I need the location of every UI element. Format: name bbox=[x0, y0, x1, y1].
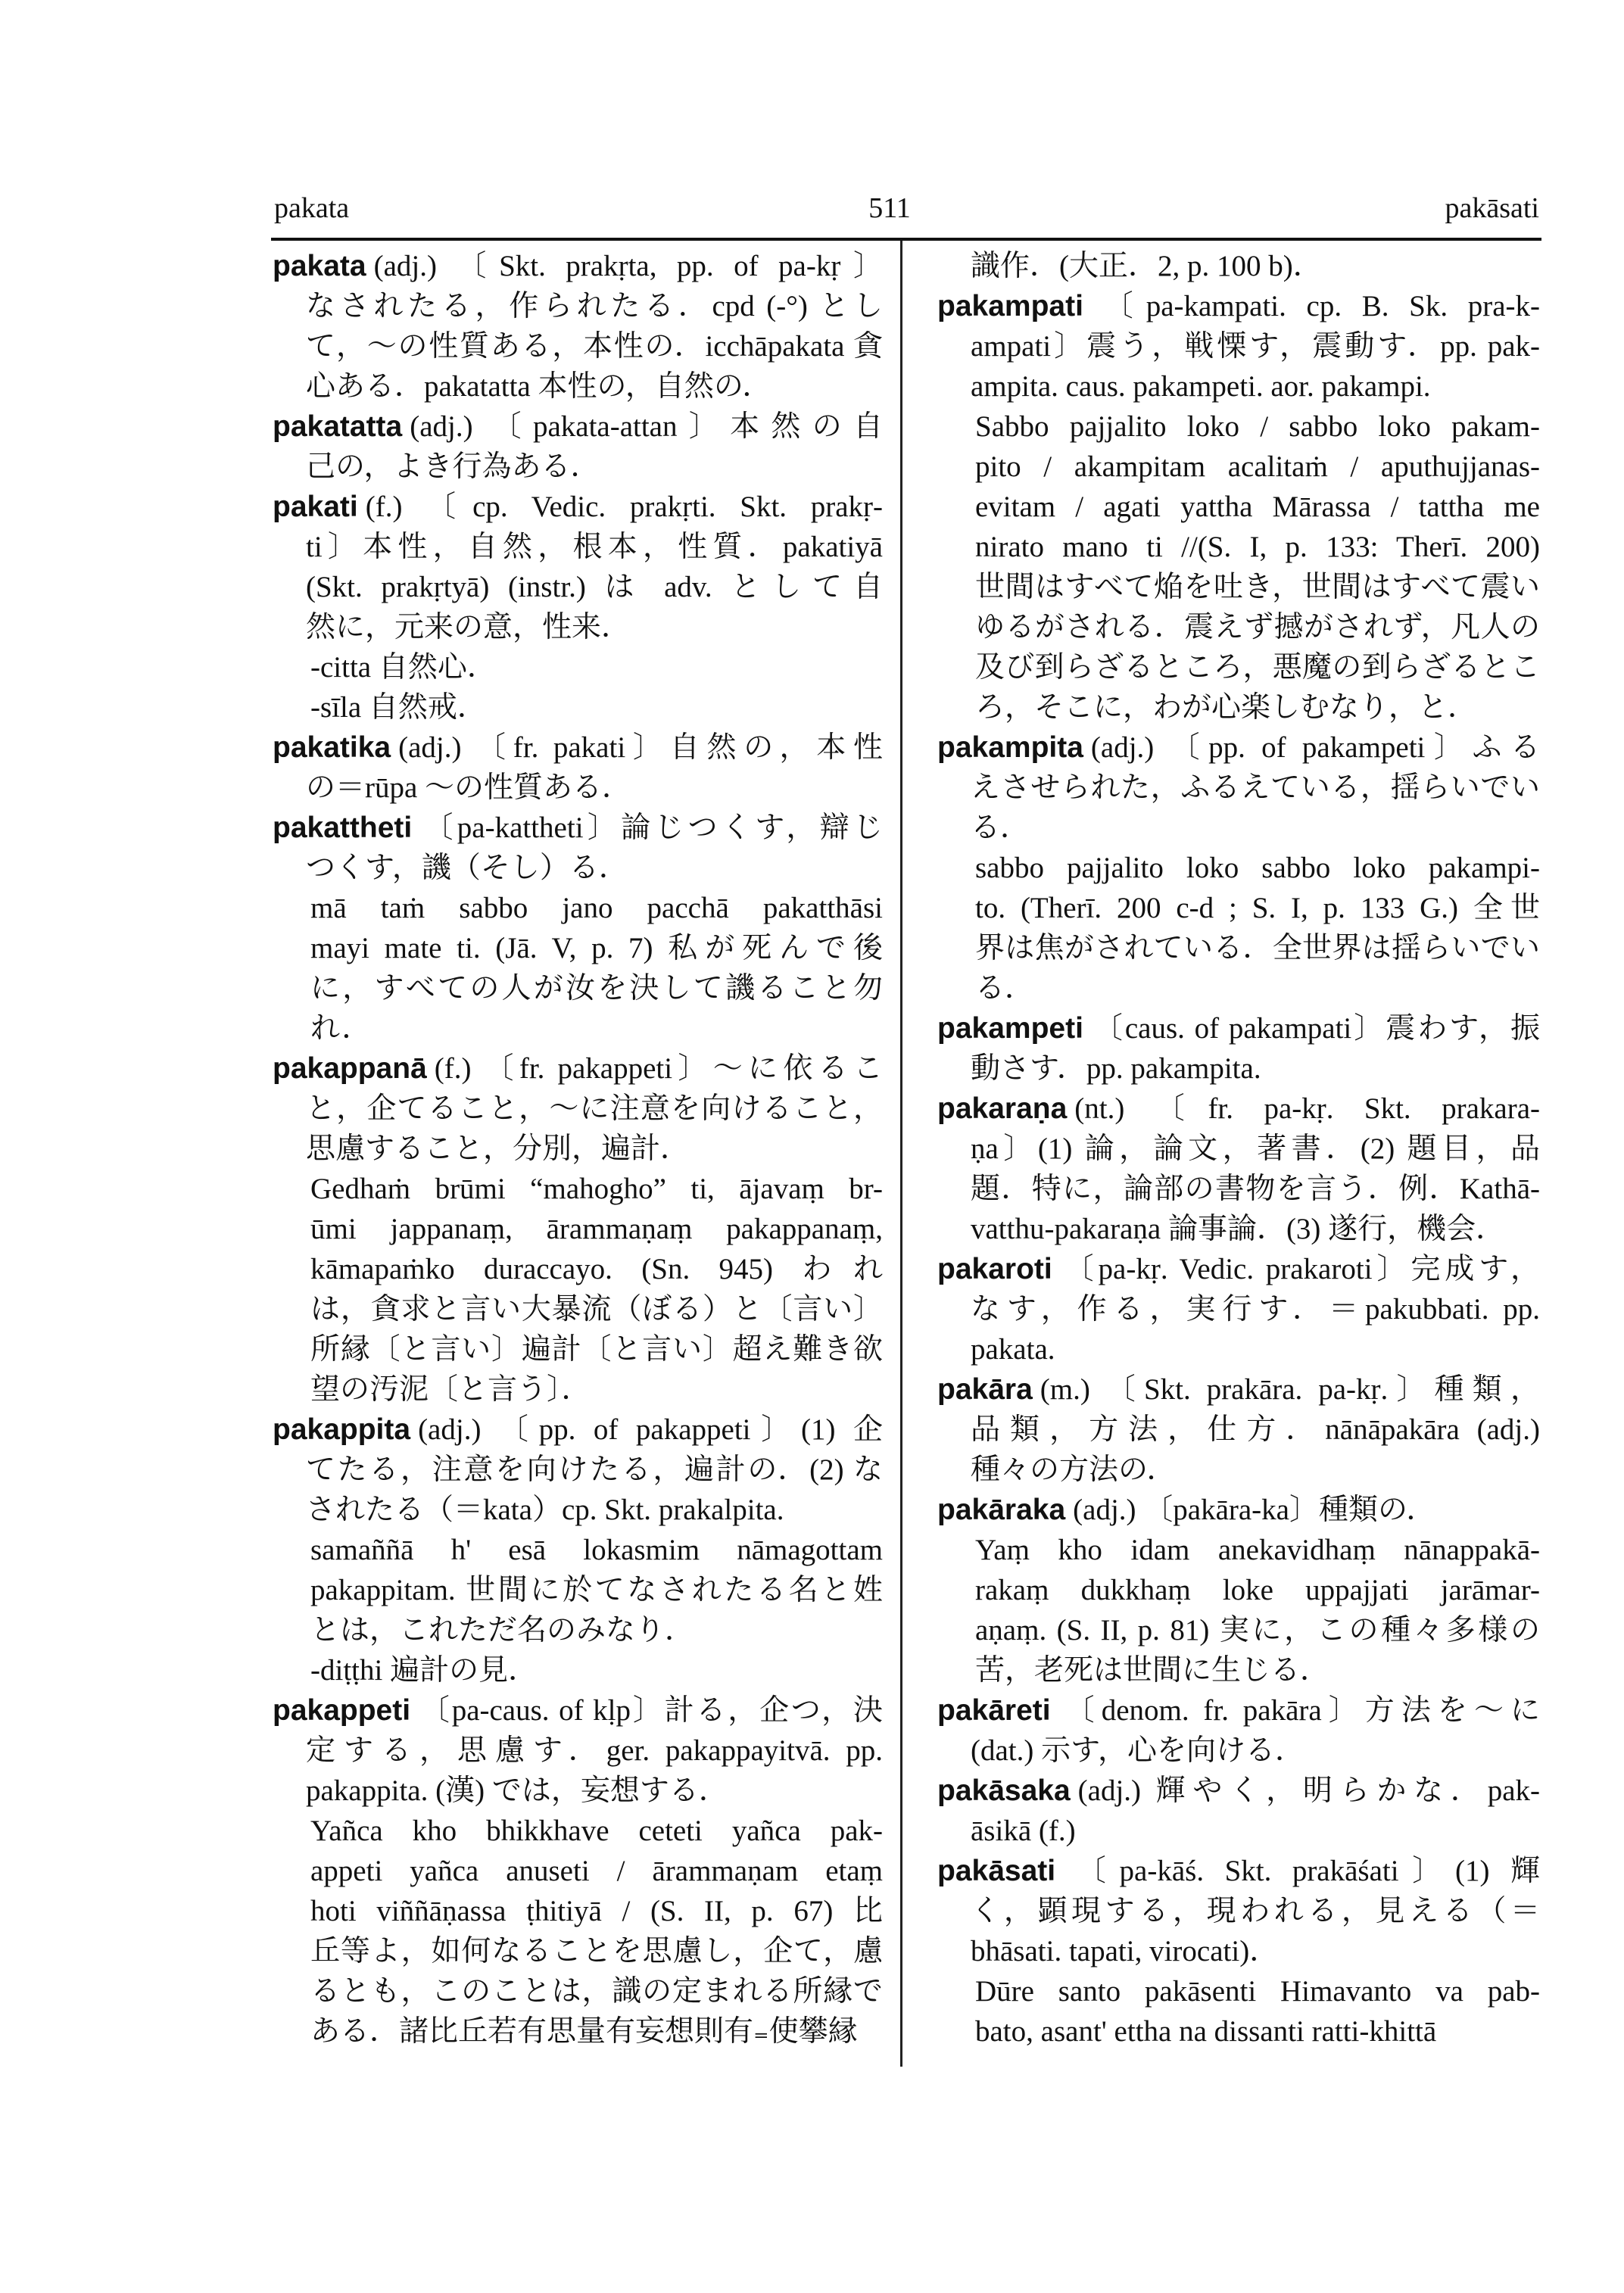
entry-text: ゆるがされる．震えず撼がされず，凡人の bbox=[975, 611, 1540, 643]
entry-line bbox=[273, 1570, 883, 1610]
dictionary-entry bbox=[937, 1851, 1540, 2052]
entry-line bbox=[273, 286, 883, 326]
entry-line bbox=[273, 1249, 883, 1289]
entry-line bbox=[937, 808, 1540, 848]
right-column bbox=[937, 246, 1540, 2052]
entry-line bbox=[937, 1450, 1540, 1490]
dictionary-entry bbox=[273, 1048, 883, 1410]
headword: pakaraṇa bbox=[937, 1092, 1068, 1125]
entry-text: 種々の方法の． bbox=[971, 1453, 1177, 1486]
entry-line bbox=[937, 246, 1540, 286]
entry-text: (adj.) 〔pakāra-ka〕種類の． bbox=[1073, 1494, 1436, 1526]
entry-line bbox=[937, 687, 1540, 727]
entry-line bbox=[937, 2011, 1540, 2052]
entry-text: て，〜の性質ある，本性の．icchāpakata 貪 bbox=[306, 330, 883, 363]
entry-text: 〔pa-kṛ. Vedic. prakaroti〕完成す， bbox=[1059, 1253, 1540, 1285]
entry-text: る． bbox=[975, 972, 1035, 1005]
header-guide-word-left: pakata bbox=[274, 192, 350, 224]
dictionary-entry bbox=[937, 1690, 1540, 1771]
entry-line bbox=[273, 407, 883, 447]
entry-text: Dūre santo pakāsenti Himavanto va pab- bbox=[975, 1975, 1540, 2008]
entry-text: pakappita. (漢) では，妄想する． bbox=[306, 1774, 728, 1807]
entry-text: (adj.) 〔fr. pakati〕自然の，本性 bbox=[398, 731, 883, 764]
entry-line bbox=[937, 326, 1540, 366]
headword: pakati bbox=[273, 491, 358, 523]
entry-text: の＝rūpa 〜の性質ある． bbox=[306, 771, 632, 804]
entry-text: なされたる，作られたる．cpd (-°) とし bbox=[306, 290, 883, 322]
entry-text: 〔caus. of pakampati〕震わす，振 bbox=[1090, 1012, 1540, 1045]
entry-text: ūmi jappanaṃ, ārammaṇaṃ pakappanaṃ, bbox=[310, 1213, 883, 1245]
entry-line bbox=[273, 1169, 883, 1209]
entry-text: 題．特に，論部の書物を言う．例．Kathā- bbox=[971, 1173, 1540, 1205]
entry-line bbox=[273, 1209, 883, 1249]
entry-text: く，顕現する，現われる，見える（＝ bbox=[971, 1895, 1540, 1927]
entry-line bbox=[937, 1008, 1540, 1048]
entry-line bbox=[273, 848, 883, 888]
left-column bbox=[273, 246, 883, 2052]
entry-text: 〔denom. fr. pakāra〕方法を〜に bbox=[1058, 1694, 1540, 1727]
entry-line bbox=[937, 768, 1540, 808]
entry-line bbox=[273, 888, 883, 928]
entry-text: 思慮すること，分別，遍計． bbox=[306, 1132, 690, 1165]
dictionary-entry bbox=[937, 286, 1540, 727]
entry-text: 世間はすべて焔を吐き，世間はすべて震い bbox=[975, 571, 1540, 603]
headword: pakāsati bbox=[937, 1855, 1056, 1887]
entry-text: bato, asant' ettha na dissanti ratti-khittā bbox=[975, 2015, 1437, 2048]
entry-line bbox=[937, 968, 1540, 1008]
entry-line bbox=[273, 1048, 883, 1089]
dictionary-entry bbox=[937, 1369, 1540, 1490]
dictionary-entry bbox=[273, 1410, 883, 1690]
entry-text: rakaṃ dukkhaṃ loke uppajjati jarāmar- bbox=[975, 1574, 1540, 1606]
entry-line bbox=[273, 2011, 883, 2052]
headword: pakampeti bbox=[937, 1012, 1083, 1045]
entry-line bbox=[937, 1169, 1540, 1209]
entry-line bbox=[273, 1289, 883, 1329]
entry-text: -diṭṭhi 遍計の見． bbox=[310, 1654, 538, 1687]
headword: pakāreti bbox=[937, 1694, 1051, 1727]
entry-text: ṇa〕(1) 論，論文，著書．(2) 題目，品 bbox=[971, 1132, 1540, 1165]
entry-text: pakata. bbox=[971, 1333, 1055, 1366]
entry-text: ろ，そこに，わが心楽しむなり，と． bbox=[975, 691, 1478, 724]
headword: pakāra bbox=[937, 1373, 1033, 1406]
entry-text: (f.) 〔fr. pakappeti〕〜に依るこ bbox=[434, 1052, 883, 1085]
entry-text: 心ある．pakatatta 本性の，自然の． bbox=[306, 370, 772, 403]
entry-line bbox=[937, 1771, 1540, 1811]
entry-line bbox=[273, 1530, 883, 1570]
entry-text: と，企てること，〜に注意を向けること， bbox=[306, 1092, 883, 1125]
dictionary-entry bbox=[937, 727, 1540, 1008]
entry-text: ti〕本性，自然，根本，性質．pakatiyā bbox=[306, 531, 883, 563]
entry-text: 定する，思慮す．ger. pakappayitvā. pp. bbox=[306, 1734, 883, 1767]
entry-text: る． bbox=[971, 812, 1030, 844]
entry-line bbox=[273, 246, 883, 286]
entry-line bbox=[937, 1731, 1540, 1771]
page-number: 511 bbox=[868, 192, 911, 224]
entry-line bbox=[273, 1690, 883, 1731]
entry-line bbox=[937, 1530, 1540, 1570]
entry-line bbox=[937, 1369, 1540, 1410]
entry-text: れ． bbox=[310, 1012, 372, 1045]
entry-line bbox=[937, 1209, 1540, 1249]
entry-text: 己の，よき行為ある． bbox=[306, 450, 600, 483]
entry-line bbox=[273, 1008, 883, 1048]
entry-line bbox=[273, 527, 883, 567]
entry-text: えさせられた，ふるえている，揺らいでい bbox=[971, 771, 1540, 804]
entry-line bbox=[937, 1851, 1540, 1891]
entry-text: -sīla 自然戒． bbox=[310, 691, 487, 724]
entry-text: vatthu-pakaraṇa 論事論．(3) 遂行，機会． bbox=[971, 1213, 1506, 1245]
entry-line bbox=[937, 447, 1540, 487]
entry-line bbox=[273, 1771, 883, 1811]
dictionary-entry bbox=[937, 1089, 1540, 1249]
entry-text: appeti yañca anuseti / ārammaṇam etaṃ bbox=[310, 1855, 883, 1887]
entry-text: 識作．(大正．2, p. 100 b)． bbox=[971, 250, 1323, 282]
entry-text: なす，作る，実行す．＝pakubbati. pp. bbox=[971, 1293, 1540, 1326]
entry-line bbox=[937, 1931, 1540, 1971]
entry-line bbox=[273, 1329, 883, 1369]
entry-text: (dat.) 示す，心を向ける． bbox=[971, 1734, 1305, 1767]
entry-line bbox=[937, 1811, 1540, 1851]
entry-text: てたる，注意を向けたる，遍計の．(2) な bbox=[306, 1453, 883, 1486]
entry-text: (Skt. prakṛtyā) (instr.) は adv. として自 bbox=[306, 571, 883, 603]
entry-line bbox=[937, 1289, 1540, 1329]
entry-line bbox=[273, 1851, 883, 1891]
entry-line bbox=[937, 1329, 1540, 1369]
entry-line bbox=[273, 1490, 883, 1530]
entry-text: Yañca kho bhikkhave ceteti yañca pak- bbox=[310, 1815, 883, 1847]
entry-text: (nt.) 〔fr. pa-kṛ. Skt. prakara- bbox=[1074, 1092, 1540, 1125]
entry-continuation bbox=[937, 246, 1540, 286]
dictionary-entry bbox=[273, 727, 883, 808]
entry-line bbox=[273, 727, 883, 768]
entry-text: 苦，老死は世間に生じる． bbox=[975, 1654, 1330, 1687]
entry-line bbox=[273, 808, 883, 848]
entry-text: (adj.) 〔pp. of pakampeti〕ふる bbox=[1090, 731, 1540, 764]
headword: pakattheti bbox=[273, 812, 413, 844]
headword: pakatatta bbox=[273, 410, 403, 443]
entry-text: (adj.) 〔pp. of pakappeti〕(1) 企 bbox=[418, 1413, 883, 1446]
entry-line bbox=[273, 647, 883, 687]
entry-line bbox=[937, 1570, 1540, 1610]
entry-line bbox=[937, 1129, 1540, 1169]
headword: pakampati bbox=[937, 290, 1083, 322]
entry-line bbox=[273, 326, 883, 366]
entry-text: Gedhaṁ brūmi “mahogho” ti, ājavaṃ br- bbox=[310, 1173, 883, 1205]
dictionary-entry bbox=[937, 1008, 1540, 1089]
entry-text: ampita. caus. pakampeti. aor. pakampi. bbox=[971, 370, 1431, 403]
entry-line bbox=[273, 1931, 883, 1971]
entry-text: -citta 自然心． bbox=[310, 651, 497, 684]
dictionary-entry bbox=[937, 1771, 1540, 1851]
entry-text: 〔pa-kampati. cp. B. Sk. pra-k- bbox=[1090, 290, 1540, 322]
entry-line bbox=[273, 1610, 883, 1650]
entry-line bbox=[937, 1410, 1540, 1450]
dictionary-entry bbox=[937, 1249, 1540, 1369]
headword: pakappita bbox=[273, 1413, 411, 1446]
entry-line bbox=[937, 928, 1540, 968]
dictionary-entry bbox=[937, 1490, 1540, 1690]
entry-text: 動さす．pp. pakampita. bbox=[971, 1052, 1261, 1085]
entry-line bbox=[273, 1811, 883, 1851]
entry-text: mā taṁ sabbo jano pacchā pakatthāsi bbox=[310, 892, 883, 924]
entry-text: (adj.) 輝やく，明らかな．pak- bbox=[1077, 1774, 1540, 1807]
entry-text: pakappitam. 世間に於てなされたる名と姓 bbox=[310, 1574, 883, 1606]
dictionary-entry bbox=[273, 246, 883, 407]
entry-line bbox=[937, 647, 1540, 687]
entry-text: されたる（＝kata）cp. Skt. prakalpita. bbox=[306, 1494, 784, 1526]
entry-text: (adj.) 〔pakata-attan〕本然の自 bbox=[410, 410, 883, 443]
entry-text: Yaṃ kho idam anekavidhaṃ nānappakā- bbox=[975, 1534, 1540, 1566]
entry-text: るとも，このことは，識の定まれる所縁で bbox=[310, 1975, 883, 2008]
entry-line bbox=[273, 1731, 883, 1771]
entry-line bbox=[937, 527, 1540, 567]
entry-line bbox=[937, 567, 1540, 607]
entry-text: ampati〕震う，戦慄す，震動す．pp. pak- bbox=[971, 330, 1540, 363]
entry-text: 然に，元来の意，性来． bbox=[306, 611, 631, 643]
entry-text: つくす，譏（そし）る． bbox=[306, 852, 628, 884]
entry-text: (adj.) 〔Skt. prakṛta, pp. of pa-kṛ〕 bbox=[373, 250, 883, 282]
entry-text: samaññā h' esā lokasmim nāmagottam bbox=[310, 1534, 883, 1566]
entry-text: pito / akampitam acalitaṁ / aputhujjanas- bbox=[975, 450, 1540, 483]
entry-line bbox=[937, 1089, 1540, 1129]
entry-line bbox=[273, 447, 883, 487]
dictionary-entry bbox=[273, 487, 883, 727]
entry-text: evitam / agati yattha Mārassa / tattha me bbox=[975, 491, 1540, 523]
entry-text: 所縁〔と言い〕遍計〔と言い〕超え難き欲 bbox=[310, 1333, 883, 1366]
entry-text: 丘等よ，如何なることを思慮し，企て，慮 bbox=[310, 1935, 883, 1967]
dictionary-entry bbox=[273, 808, 883, 1048]
header-guide-word-right: pakāsati bbox=[1445, 192, 1539, 224]
entry-line bbox=[273, 1650, 883, 1690]
entry-text: 〔pa-kattheti〕論じつくす，辯じ bbox=[419, 812, 883, 844]
entry-line bbox=[273, 487, 883, 527]
entry-text: hoti viññāṇassa ṭhitiyā / (S. II, p. 67) 比 bbox=[310, 1895, 883, 1927]
entry-text: to. (Therī. 200 c-d ; S. I, p. 133 G.) 全世 bbox=[975, 892, 1540, 924]
entry-line bbox=[937, 1690, 1540, 1731]
entry-line bbox=[937, 607, 1540, 647]
entry-text: に，すべての人が汝を決して譏ること勿 bbox=[310, 972, 883, 1005]
headword: pakampita bbox=[937, 731, 1083, 764]
entry-line bbox=[273, 366, 883, 407]
entry-text: aṇaṃ. (S. II, p. 81) 実に，この種々多様の bbox=[975, 1614, 1540, 1647]
entry-line bbox=[273, 1089, 883, 1129]
entry-text: とは，これただ名のみなり． bbox=[310, 1614, 695, 1647]
entry-line bbox=[937, 407, 1540, 447]
entry-text: nirato mano ti //(S. I, p. 133: Therī. 200) bbox=[975, 531, 1540, 563]
entry-text: sabbo pajjalito loko sabbo loko pakampi- bbox=[975, 852, 1540, 884]
entry-text: 〔pa-kāś. Skt. prakāśati〕(1) 輝 bbox=[1063, 1855, 1540, 1887]
entry-line bbox=[937, 366, 1540, 407]
headword: pakatika bbox=[273, 731, 391, 764]
entry-text: 品類，方法，仕方．nānāpakāra (adj.) bbox=[971, 1413, 1540, 1446]
entry-line bbox=[273, 1129, 883, 1169]
entry-text: āsikā (f.) bbox=[971, 1815, 1076, 1847]
headword: pakaroti bbox=[937, 1253, 1052, 1285]
entry-line bbox=[273, 1450, 883, 1490]
entry-text: (f.) 〔cp. Vedic. prakṛti. Skt. prakṛ- bbox=[365, 491, 883, 523]
entry-line bbox=[937, 1650, 1540, 1690]
entry-line bbox=[937, 1891, 1540, 1931]
headword: pakāsaka bbox=[937, 1774, 1071, 1807]
header-rule bbox=[271, 238, 1541, 241]
headword: pakappanā bbox=[273, 1052, 427, 1085]
entry-text: (m.) 〔Skt. prakāra. pa-kṛ.〕種類， bbox=[1040, 1373, 1540, 1406]
entry-line bbox=[937, 487, 1540, 527]
entry-line bbox=[273, 968, 883, 1008]
entry-line bbox=[273, 567, 883, 607]
entry-text: bhāsati. tapati, virocati)． bbox=[971, 1935, 1280, 1967]
entry-text: 及び到らざるところ，悪魔の到らざるとこ bbox=[975, 651, 1540, 684]
dictionary-entry bbox=[273, 1690, 883, 2052]
entry-text: mayi mate ti. (Jā. V, p. 7) 私が死んで後 bbox=[310, 932, 883, 964]
column-divider bbox=[900, 241, 902, 2067]
entry-line bbox=[273, 768, 883, 808]
dictionary-entry bbox=[273, 407, 883, 487]
entry-line bbox=[937, 1490, 1540, 1530]
entry-line bbox=[273, 1971, 883, 2011]
entry-line bbox=[273, 1369, 883, 1410]
entry-text: 望の汚泥〔と言う〕． bbox=[310, 1373, 591, 1406]
entry-text: は，貪求と言い大暴流（ぼる）と〔言い〕 bbox=[310, 1293, 883, 1326]
entry-line bbox=[937, 1971, 1540, 2011]
entry-line bbox=[937, 1249, 1540, 1289]
entry-line bbox=[937, 848, 1540, 888]
entry-line bbox=[273, 687, 883, 727]
entry-line bbox=[937, 286, 1540, 326]
headword: pakappeti bbox=[273, 1694, 411, 1727]
entry-text: 〔pa-caus. of kḷp〕計る，企つ，決 bbox=[418, 1694, 883, 1727]
headword: pakata bbox=[273, 250, 366, 282]
entry-line bbox=[937, 1048, 1540, 1089]
entry-text: ある．諸比丘若有思量有妄想則有₌使攀縁 bbox=[310, 2015, 858, 2048]
entry-text: kāmapaṁko duraccayo. (Sn. 945) われ bbox=[310, 1253, 883, 1285]
entry-line bbox=[273, 607, 883, 647]
headword: pakāraka bbox=[937, 1494, 1066, 1526]
entry-line bbox=[273, 1891, 883, 1931]
entry-line bbox=[937, 1610, 1540, 1650]
entry-line bbox=[937, 727, 1540, 768]
entry-text: Sabbo pajjalito loko / sabbo loko pakam- bbox=[975, 410, 1540, 443]
entry-line bbox=[937, 888, 1540, 928]
entry-text: 界は焦がされている．全世界は揺らいでい bbox=[975, 932, 1540, 964]
entry-line bbox=[273, 1410, 883, 1450]
entry-line bbox=[273, 928, 883, 968]
